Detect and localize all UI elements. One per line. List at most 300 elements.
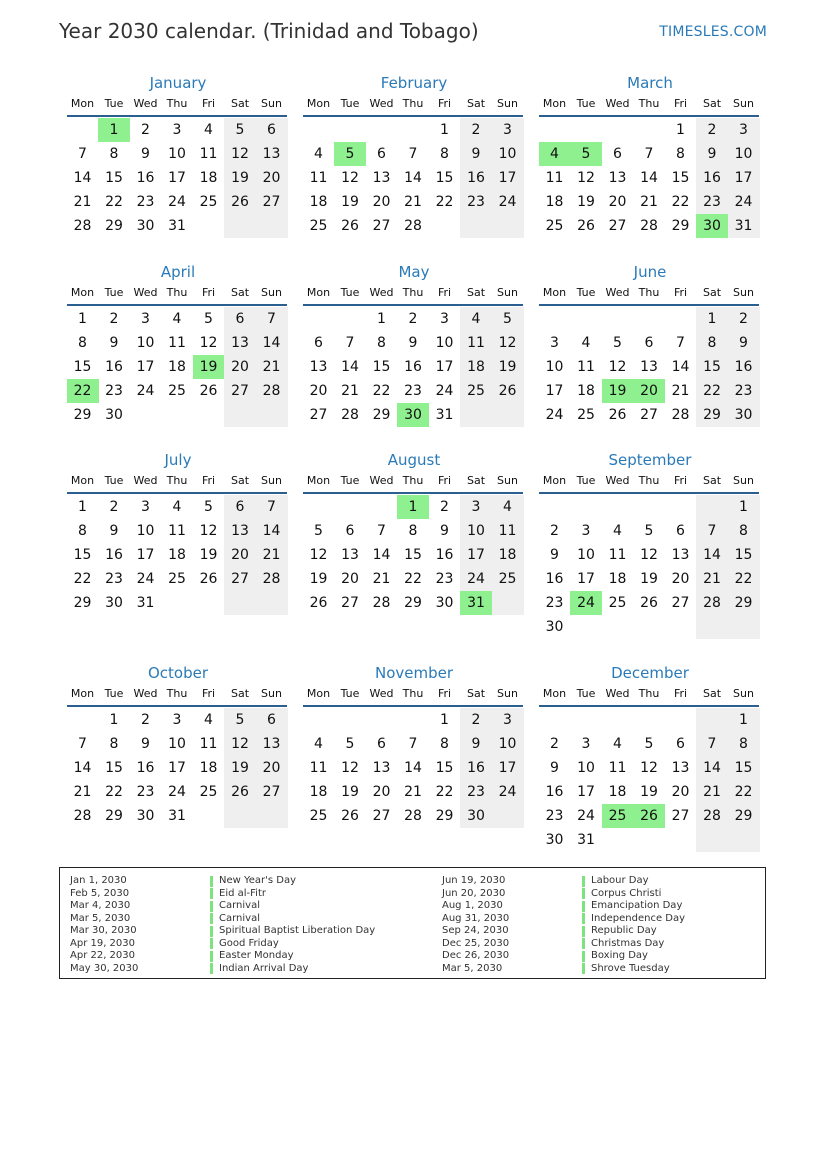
day-cell[interactable]: 14 [372, 547, 391, 563]
day-cell[interactable]: 29 [105, 808, 123, 824]
day-cell[interactable]: 11 [199, 736, 218, 752]
day-cell[interactable]: 7 [256, 495, 288, 519]
day-cell[interactable]: 10 [168, 146, 186, 162]
day-cell[interactable]: 28 [640, 218, 658, 234]
day-cell[interactable]: 17 [460, 543, 492, 567]
day-cell[interactable]: 25 [199, 194, 218, 210]
day-cell[interactable]: 1 [676, 122, 685, 138]
day-cell[interactable]: 10 [435, 335, 454, 351]
day-cell[interactable]: 15 [73, 547, 92, 563]
day-cell[interactable]: 19 [577, 194, 595, 210]
day-cell[interactable]: 17 [577, 784, 595, 800]
day-cell[interactable]: 6 [676, 523, 685, 539]
day-cell[interactable]: 30 [105, 595, 123, 611]
day-cell[interactable]: 13 [256, 732, 288, 756]
day-cell[interactable]: 6 [224, 495, 256, 519]
day-cell[interactable]: 14 [640, 170, 658, 186]
day-cell[interactable]: 24 [136, 383, 155, 399]
day-cell[interactable]: 15 [105, 170, 123, 186]
day-cell[interactable]: 17 [545, 383, 564, 399]
day-cell[interactable]: 19 [640, 784, 658, 800]
day-cell[interactable]: 3 [460, 495, 492, 519]
day-cell[interactable]: 1 [109, 712, 119, 728]
day-cell[interactable]: 4 [314, 146, 323, 162]
day-cell[interactable]: 6 [256, 118, 288, 142]
day-cell[interactable]: 29 [696, 403, 728, 427]
day-cell[interactable]: 17 [577, 571, 595, 587]
day-cell[interactable]: 2 [141, 712, 150, 728]
day-cell[interactable]: 30 [136, 218, 155, 234]
day-cell[interactable]: 23 [435, 571, 454, 587]
day-cell[interactable]: 30 [105, 407, 123, 423]
day-cell[interactable]: 16 [545, 784, 564, 800]
day-cell[interactable]: 16 [105, 359, 123, 375]
day-cell[interactable]: 13 [372, 170, 391, 186]
day-cell[interactable]: 2 [109, 311, 119, 327]
day-cell[interactable]: 4 [204, 122, 213, 138]
day-cell[interactable]: 4 [172, 499, 182, 515]
day-cell[interactable]: 8 [377, 335, 386, 351]
day-cell[interactable]: 26 [199, 383, 218, 399]
day-cell[interactable]: 20 [671, 571, 690, 587]
day-cell[interactable]: 15 [73, 359, 92, 375]
day-cell[interactable]: 25 [608, 595, 627, 611]
day-cell[interactable]: 7 [408, 146, 418, 162]
day-cell[interactable]: 28 [73, 808, 92, 824]
day-cell[interactable]: 21 [341, 383, 359, 399]
day-cell[interactable]: 3 [550, 335, 559, 351]
day-cell[interactable]: 19 [640, 571, 658, 587]
day-cell[interactable]: 16 [404, 359, 422, 375]
day-cell[interactable]: 27 [608, 218, 627, 234]
holiday-day-cell[interactable]: 22 [67, 379, 99, 403]
day-cell[interactable]: 20 [224, 355, 256, 379]
day-cell[interactable]: 11 [460, 331, 492, 355]
day-cell[interactable]: 18 [608, 784, 627, 800]
day-cell[interactable]: 2 [408, 311, 418, 327]
holiday-day-cell[interactable]: 30 [696, 214, 728, 238]
day-cell[interactable]: 22 [728, 567, 760, 591]
day-cell[interactable]: 12 [341, 760, 359, 776]
day-cell[interactable]: 31 [168, 808, 186, 824]
day-cell[interactable]: 8 [676, 146, 685, 162]
day-cell[interactable]: 19 [224, 756, 256, 780]
day-cell[interactable]: 24 [460, 567, 492, 591]
day-cell[interactable]: 14 [696, 756, 728, 780]
day-cell[interactable]: 18 [168, 547, 186, 563]
day-cell[interactable]: 17 [168, 760, 186, 776]
day-cell[interactable]: 29 [73, 595, 92, 611]
day-cell[interactable]: 15 [404, 547, 422, 563]
day-cell[interactable]: 15 [435, 170, 454, 186]
day-cell[interactable]: 28 [671, 407, 690, 423]
day-cell[interactable]: 13 [671, 547, 690, 563]
day-cell[interactable]: 11 [309, 760, 328, 776]
day-cell[interactable]: 25 [199, 784, 218, 800]
day-cell[interactable]: 23 [696, 190, 728, 214]
day-cell[interactable]: 5 [345, 736, 355, 752]
day-cell[interactable]: 25 [545, 218, 564, 234]
day-cell[interactable]: 27 [671, 808, 690, 824]
day-cell[interactable]: 5 [613, 335, 622, 351]
day-cell[interactable]: 28 [341, 407, 359, 423]
day-cell[interactable]: 29 [404, 595, 422, 611]
day-cell[interactable]: 10 [545, 359, 564, 375]
day-cell[interactable]: 12 [341, 170, 359, 186]
day-cell[interactable]: 13 [372, 760, 391, 776]
day-cell[interactable]: 29 [728, 804, 760, 828]
day-cell[interactable]: 21 [256, 355, 288, 379]
day-cell[interactable]: 31 [435, 407, 454, 423]
day-cell[interactable]: 27 [671, 595, 690, 611]
day-cell[interactable]: 2 [141, 122, 150, 138]
day-cell[interactable]: 21 [73, 194, 92, 210]
day-cell[interactable]: 16 [136, 170, 155, 186]
day-cell[interactable]: 18 [460, 355, 492, 379]
day-cell[interactable]: 27 [372, 808, 391, 824]
day-cell[interactable]: 25 [492, 567, 524, 591]
day-cell[interactable]: 30 [728, 403, 760, 427]
day-cell[interactable]: 7 [676, 335, 685, 351]
day-cell[interactable]: 21 [696, 567, 728, 591]
day-cell[interactable]: 12 [608, 359, 627, 375]
holiday-day-cell[interactable]: 24 [570, 591, 602, 615]
day-cell[interactable]: 28 [696, 804, 728, 828]
day-cell[interactable]: 6 [377, 736, 386, 752]
day-cell[interactable]: 17 [435, 359, 454, 375]
day-cell[interactable]: 24 [728, 190, 760, 214]
day-cell[interactable]: 17 [136, 359, 155, 375]
day-cell[interactable]: 7 [644, 146, 654, 162]
day-cell[interactable]: 16 [545, 571, 564, 587]
day-cell[interactable]: 2 [728, 307, 760, 331]
day-cell[interactable]: 15 [372, 359, 391, 375]
day-cell[interactable]: 15 [671, 170, 690, 186]
day-cell[interactable]: 18 [492, 543, 524, 567]
day-cell[interactable]: 4 [581, 335, 591, 351]
day-cell[interactable]: 23 [105, 571, 123, 587]
day-cell[interactable]: 3 [581, 523, 591, 539]
day-cell[interactable]: 4 [172, 311, 182, 327]
day-cell[interactable]: 9 [696, 142, 728, 166]
day-cell[interactable]: 6 [644, 335, 654, 351]
day-cell[interactable]: 21 [404, 784, 422, 800]
day-cell[interactable]: 22 [105, 194, 123, 210]
day-cell[interactable]: 2 [696, 118, 728, 142]
day-cell[interactable]: 3 [492, 708, 524, 732]
day-cell[interactable]: 25 [577, 407, 595, 423]
day-cell[interactable]: 18 [608, 571, 627, 587]
day-cell[interactable]: 19 [341, 784, 359, 800]
day-cell[interactable]: 2 [460, 708, 492, 732]
day-cell[interactable]: 20 [256, 756, 288, 780]
day-cell[interactable]: 9 [408, 335, 418, 351]
day-cell[interactable]: 24 [492, 190, 524, 214]
day-cell[interactable]: 24 [545, 407, 564, 423]
day-cell[interactable]: 2 [440, 499, 449, 515]
day-cell[interactable]: 26 [577, 218, 595, 234]
day-cell[interactable]: 1 [78, 499, 87, 515]
day-cell[interactable]: 12 [577, 170, 595, 186]
day-cell[interactable]: 20 [341, 571, 359, 587]
day-cell[interactable]: 5 [644, 736, 654, 752]
day-cell[interactable]: 24 [168, 194, 186, 210]
day-cell[interactable]: 9 [109, 523, 119, 539]
day-cell[interactable]: 15 [435, 760, 454, 776]
holiday-day-cell[interactable]: 5 [570, 142, 602, 166]
day-cell[interactable]: 5 [224, 708, 256, 732]
day-cell[interactable]: 22 [671, 194, 690, 210]
day-cell[interactable]: 22 [372, 383, 391, 399]
day-cell[interactable]: 18 [199, 760, 218, 776]
day-cell[interactable]: 7 [696, 732, 728, 756]
day-cell[interactable]: 8 [728, 732, 760, 756]
holiday-day-cell[interactable]: 1 [397, 495, 429, 519]
day-cell[interactable]: 27 [341, 595, 359, 611]
holiday-day-cell[interactable]: 31 [460, 591, 492, 615]
day-cell[interactable]: 10 [577, 547, 595, 563]
day-cell[interactable]: 21 [372, 571, 391, 587]
day-cell[interactable]: 10 [136, 335, 155, 351]
day-cell[interactable]: 14 [404, 760, 422, 776]
holiday-day-cell[interactable]: 1 [98, 118, 130, 142]
day-cell[interactable]: 9 [550, 547, 559, 563]
day-cell[interactable]: 22 [435, 194, 454, 210]
day-cell[interactable]: 19 [199, 547, 218, 563]
day-cell[interactable]: 8 [696, 331, 728, 355]
day-cell[interactable]: 18 [168, 359, 186, 375]
day-cell[interactable]: 3 [172, 122, 182, 138]
day-cell[interactable]: 5 [204, 311, 213, 327]
day-cell[interactable]: 27 [309, 407, 328, 423]
day-cell[interactable]: 9 [550, 760, 559, 776]
day-cell[interactable]: 20 [224, 543, 256, 567]
day-cell[interactable]: 9 [728, 331, 760, 355]
day-cell[interactable]: 28 [256, 379, 288, 403]
day-cell[interactable]: 27 [372, 218, 391, 234]
day-cell[interactable]: 15 [728, 543, 760, 567]
day-cell[interactable]: 8 [728, 519, 760, 543]
day-cell[interactable]: 16 [460, 166, 492, 190]
day-cell[interactable]: 12 [492, 331, 524, 355]
day-cell[interactable]: 3 [172, 712, 182, 728]
day-cell[interactable]: 26 [224, 190, 256, 214]
day-cell[interactable]: 20 [372, 194, 391, 210]
day-cell[interactable]: 20 [671, 784, 690, 800]
day-cell[interactable]: 28 [404, 808, 422, 824]
day-cell[interactable]: 29 [105, 218, 123, 234]
day-cell[interactable]: 14 [671, 359, 690, 375]
day-cell[interactable]: 26 [640, 595, 658, 611]
day-cell[interactable]: 8 [78, 335, 87, 351]
day-cell[interactable]: 27 [256, 780, 288, 804]
day-cell[interactable]: 24 [136, 571, 155, 587]
day-cell[interactable]: 13 [341, 547, 359, 563]
day-cell[interactable]: 1 [440, 122, 449, 138]
day-cell[interactable]: 8 [408, 523, 418, 539]
day-cell[interactable]: 9 [440, 523, 449, 539]
day-cell[interactable]: 1 [377, 311, 386, 327]
day-cell[interactable]: 6 [377, 146, 386, 162]
day-cell[interactable]: 6 [676, 736, 685, 752]
day-cell[interactable]: 21 [256, 543, 288, 567]
day-cell[interactable]: 28 [73, 218, 92, 234]
day-cell[interactable]: 1 [78, 311, 87, 327]
day-cell[interactable]: 29 [728, 591, 760, 615]
day-cell[interactable]: 30 [435, 595, 454, 611]
day-cell[interactable]: 7 [256, 307, 288, 331]
day-cell[interactable]: 15 [696, 355, 728, 379]
holiday-day-cell[interactable]: 20 [633, 379, 665, 403]
holiday-day-cell[interactable]: 30 [397, 403, 429, 427]
day-cell[interactable]: 19 [492, 355, 524, 379]
day-cell[interactable]: 14 [256, 519, 288, 543]
day-cell[interactable]: 22 [105, 784, 123, 800]
day-cell[interactable]: 21 [640, 194, 658, 210]
day-cell[interactable]: 25 [168, 571, 186, 587]
day-cell[interactable]: 7 [408, 736, 418, 752]
day-cell[interactable]: 11 [309, 170, 328, 186]
day-cell[interactable]: 20 [309, 383, 328, 399]
day-cell[interactable]: 29 [372, 407, 391, 423]
brand-logo-text[interactable]: TIMESLES.COM [659, 24, 767, 40]
day-cell[interactable]: 9 [141, 146, 150, 162]
day-cell[interactable]: 3 [581, 736, 591, 752]
day-cell[interactable]: 2 [109, 499, 119, 515]
day-cell[interactable]: 6 [613, 146, 622, 162]
day-cell[interactable]: 3 [440, 311, 449, 327]
day-cell[interactable]: 25 [460, 379, 492, 403]
day-cell[interactable]: 6 [256, 708, 288, 732]
day-cell[interactable]: 16 [728, 355, 760, 379]
day-cell[interactable]: 5 [224, 118, 256, 142]
day-cell[interactable]: 7 [377, 523, 386, 539]
holiday-day-cell[interactable]: 26 [633, 804, 665, 828]
day-cell[interactable]: 11 [168, 335, 186, 351]
day-cell[interactable]: 24 [577, 808, 595, 824]
day-cell[interactable]: 6 [345, 523, 355, 539]
day-cell[interactable]: 15 [728, 756, 760, 780]
day-cell[interactable]: 3 [728, 118, 760, 142]
day-cell[interactable]: 14 [696, 543, 728, 567]
day-cell[interactable]: 6 [314, 335, 323, 351]
day-cell[interactable]: 11 [492, 519, 524, 543]
day-cell[interactable]: 28 [372, 595, 391, 611]
day-cell[interactable]: 4 [314, 736, 323, 752]
day-cell[interactable]: 8 [440, 146, 449, 162]
day-cell[interactable]: 2 [460, 118, 492, 142]
day-cell[interactable]: 30 [545, 619, 564, 635]
day-cell[interactable]: 25 [309, 218, 328, 234]
day-cell[interactable]: 4 [204, 712, 213, 728]
day-cell[interactable]: 4 [613, 523, 622, 539]
day-cell[interactable]: 30 [136, 808, 155, 824]
day-cell[interactable]: 16 [136, 760, 155, 776]
day-cell[interactable]: 5 [492, 307, 524, 331]
day-cell[interactable]: 1 [440, 712, 449, 728]
day-cell[interactable]: 26 [608, 407, 627, 423]
day-cell[interactable]: 21 [671, 383, 690, 399]
day-cell[interactable]: 1 [728, 495, 760, 519]
day-cell[interactable]: 3 [141, 311, 150, 327]
day-cell[interactable]: 26 [492, 379, 524, 403]
day-cell[interactable]: 13 [256, 142, 288, 166]
day-cell[interactable]: 23 [460, 190, 492, 214]
day-cell[interactable]: 16 [105, 547, 123, 563]
day-cell[interactable]: 28 [256, 567, 288, 591]
day-cell[interactable]: 21 [696, 780, 728, 804]
day-cell[interactable]: 25 [168, 383, 186, 399]
day-cell[interactable]: 8 [109, 146, 119, 162]
day-cell[interactable]: 11 [199, 146, 218, 162]
day-cell[interactable]: 6 [224, 307, 256, 331]
day-cell[interactable]: 27 [224, 567, 256, 591]
day-cell[interactable]: 27 [256, 190, 288, 214]
day-cell[interactable]: 12 [199, 335, 218, 351]
day-cell[interactable]: 22 [73, 571, 92, 587]
day-cell[interactable]: 8 [109, 736, 119, 752]
day-cell[interactable]: 26 [199, 571, 218, 587]
day-cell[interactable]: 11 [608, 547, 627, 563]
day-cell[interactable]: 22 [404, 571, 422, 587]
day-cell[interactable]: 19 [224, 166, 256, 190]
day-cell[interactable]: 26 [341, 808, 359, 824]
holiday-day-cell[interactable]: 19 [602, 379, 634, 403]
day-cell[interactable]: 23 [728, 379, 760, 403]
day-cell[interactable]: 9 [109, 335, 119, 351]
day-cell[interactable]: 4 [613, 736, 622, 752]
day-cell[interactable]: 26 [224, 780, 256, 804]
day-cell[interactable]: 8 [78, 523, 87, 539]
holiday-day-cell[interactable]: 5 [334, 142, 366, 166]
holiday-day-cell[interactable]: 25 [602, 804, 634, 828]
day-cell[interactable]: 25 [309, 808, 328, 824]
day-cell[interactable]: 13 [224, 519, 256, 543]
day-cell[interactable]: 16 [435, 547, 454, 563]
day-cell[interactable]: 18 [309, 784, 328, 800]
day-cell[interactable]: 19 [309, 571, 328, 587]
day-cell[interactable]: 15 [105, 760, 123, 776]
day-cell[interactable]: 13 [671, 760, 690, 776]
day-cell[interactable]: 24 [492, 780, 524, 804]
day-cell[interactable]: 9 [141, 736, 150, 752]
day-cell[interactable]: 2 [550, 523, 559, 539]
day-cell[interactable]: 23 [105, 383, 123, 399]
day-cell[interactable]: 8 [440, 736, 449, 752]
day-cell[interactable]: 14 [256, 331, 288, 355]
day-cell[interactable]: 27 [224, 379, 256, 403]
day-cell[interactable]: 4 [492, 495, 524, 519]
day-cell[interactable]: 10 [460, 519, 492, 543]
day-cell[interactable]: 31 [577, 832, 595, 848]
day-cell[interactable]: 12 [224, 142, 256, 166]
day-cell[interactable]: 29 [671, 218, 690, 234]
day-cell[interactable]: 7 [345, 335, 355, 351]
day-cell[interactable]: 11 [577, 359, 595, 375]
day-cell[interactable]: 14 [73, 760, 92, 776]
day-cell[interactable]: 30 [460, 804, 492, 828]
day-cell[interactable]: 28 [404, 218, 422, 234]
day-cell[interactable]: 12 [309, 547, 328, 563]
day-cell[interactable]: 28 [696, 591, 728, 615]
day-cell[interactable]: 30 [545, 832, 564, 848]
day-cell[interactable]: 13 [608, 170, 627, 186]
day-cell[interactable]: 13 [309, 359, 328, 375]
day-cell[interactable]: 1 [728, 708, 760, 732]
day-cell[interactable]: 18 [545, 194, 564, 210]
day-cell[interactable]: 17 [492, 756, 524, 780]
holiday-day-cell[interactable]: 4 [539, 142, 571, 166]
